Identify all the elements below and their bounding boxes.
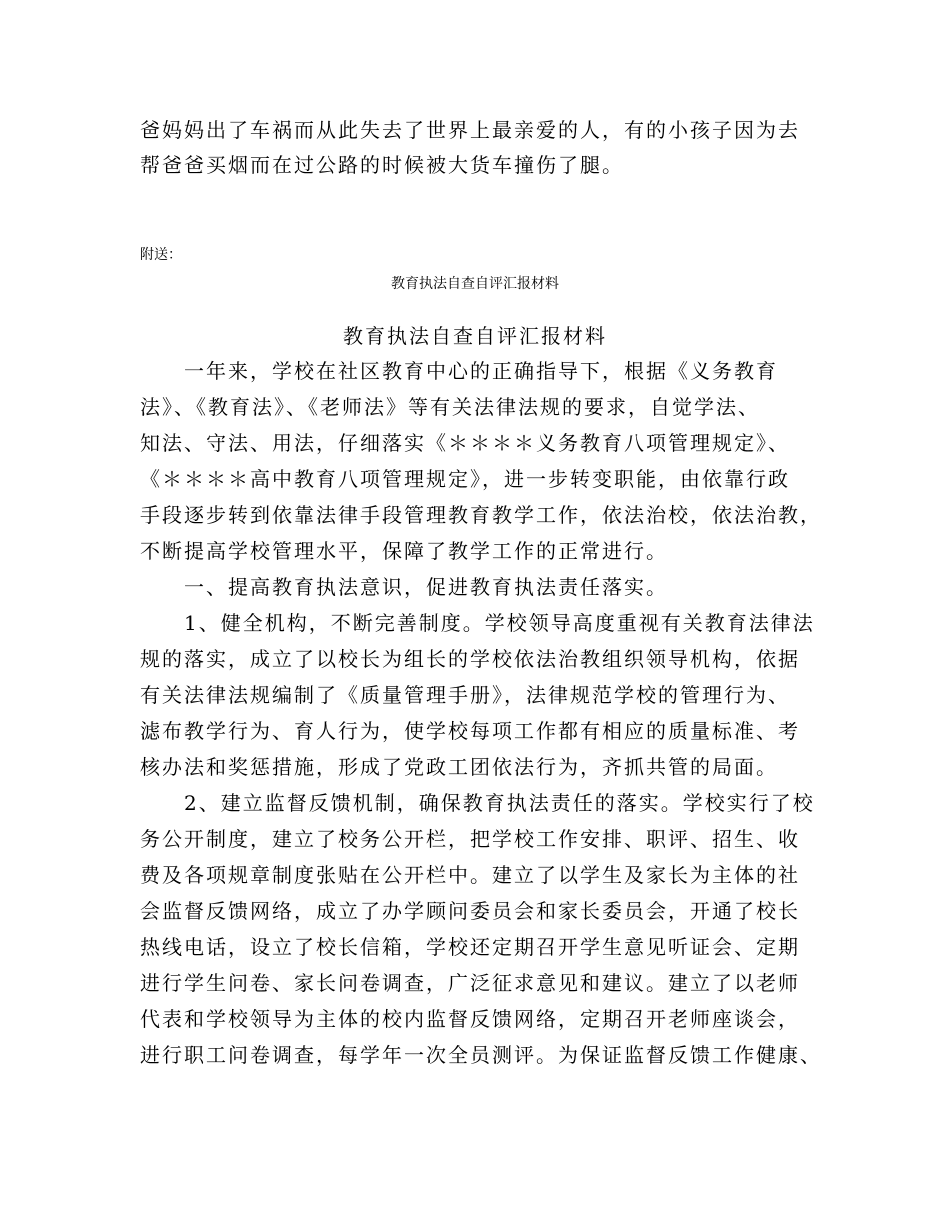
- body-line: 不断提高学校管理水平，保障了教学工作的正常进行。: [140, 539, 668, 563]
- body-line: 进行职工问卷调查，每学年一次全员测评。为保证监督反馈工作健康、: [140, 1043, 822, 1067]
- body-line: 会监督反馈网络，成立了办学顾问委员会和家长委员会，开通了校长: [140, 899, 800, 923]
- body-line: 进行学生问卷、家长问卷调查，广泛征求意见和建议。建立了以老师: [140, 971, 800, 995]
- body-line: 《＊＊＊＊高中教育八项管理规定》，进一步转变职能，由依靠行政: [140, 467, 790, 491]
- body-line: 滤布教学行为、育人行为，使学校每项工作都有相应的质量标准、考: [140, 719, 800, 743]
- appendix-label: 附送：: [140, 247, 182, 263]
- body-line: 法》、《教育法》、《老师法》等有关法律法规的要求，自觉学法、: [140, 395, 760, 419]
- intro-line: 帮爸爸买烟而在过公路的时候被大货车撞伤了腿。: [140, 153, 624, 177]
- body-line: 代表和学校领导为主体的校内监督反馈网络，定期召开老师座谈会，: [140, 1007, 800, 1031]
- intro-line: 爸妈妈出了车祸而从此失去了世界上最亲爱的人，有的小孩子因为去: [140, 118, 800, 142]
- body-line: 有关法律法规编制了《质量管理手册》，法律规范学校的管理行为、: [140, 683, 790, 707]
- body-line: 一年来，学校在社区教育中心的正确指导下，根据《义务教育: [140, 359, 778, 383]
- body-line: 知法、守法、用法，仔细落实《＊＊＊＊义务教育八项管理规定》、: [140, 431, 790, 455]
- body-line: 费及各项规章制度张贴在公开栏中。建立了以学生及家长为主体的社: [140, 863, 800, 887]
- body-line: 手段逐步转到依靠法律手段管理教育教学工作，依法治校，依法治教，: [140, 503, 822, 527]
- body-line: 2、建立监督反馈机制，确保教育执法责任的落实。学校实行了校: [140, 791, 815, 815]
- body-line: 1、健全机构，不断完善制度。学校领导高度重视有关教育法律法: [140, 611, 815, 635]
- body-line: 规的落实，成立了以校长为组长的学校依法治教组织领导机构，依据: [140, 647, 800, 671]
- body-line: 核办法和奖惩措施，形成了党政工团依法行为，齐抓共管的局面。: [140, 755, 778, 779]
- body-line: 务公开制度，建立了校务公开栏，把学校工作安排、职评、招生、收: [140, 827, 800, 851]
- section-heading: 一、提高教育执法意识，促进教育执法责任落实。: [140, 575, 668, 599]
- body-line: 热线电话，设立了校长信箱，学校还定期召开学生意见听证会、定期: [140, 935, 800, 959]
- appendix-title: 教育执法自查自评汇报材料: [391, 276, 559, 292]
- page-title: 教育执法自查自评汇报材料: [343, 324, 607, 348]
